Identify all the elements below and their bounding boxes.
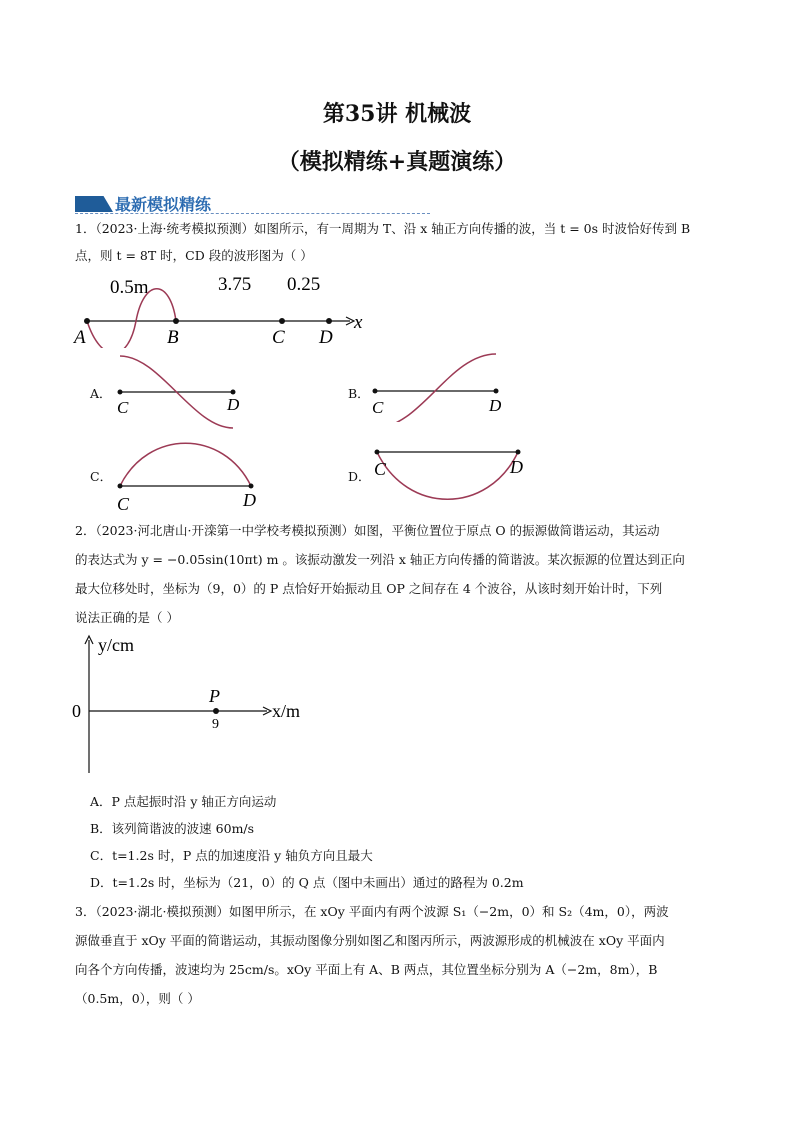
q2-xlabel: x/m [272, 701, 301, 721]
q1-value-1: 3.75 [218, 274, 252, 295]
q1-label-a: A [74, 327, 86, 348]
q1-option-a-figure [110, 352, 250, 430]
q1-option-c-d-dot [249, 484, 254, 489]
q1-option-d-wave [377, 452, 518, 499]
q1-main-figure [70, 268, 380, 348]
q1-length-label: 0.5m [110, 277, 149, 298]
page-title: 第35讲 机械波 [322, 101, 472, 127]
q1-option-c-wave [120, 443, 251, 486]
q2-line-3: 最大位移处时，坐标为（9，0）的 P 点恰好开始振动且 OP 之间存在 4 个波谷，从该时刻开始计时，下列 [75, 581, 663, 596]
q1-line-1: 1．（2023·上海·统考模拟预测）如图所示，有一周期为 T、沿 x 轴正方向传播的波，当 t = 0s 时波恰好传到 B [75, 221, 691, 236]
q1-option-a-c: C [117, 398, 129, 417]
q1-option-d-c-dot [375, 450, 380, 455]
section-marker-icon [75, 196, 113, 212]
q2-option-b: B．该列简谐波的波速 60m/s [90, 821, 255, 836]
q2-point-p [213, 708, 219, 714]
q1-option-a-c-dot [118, 390, 123, 395]
q2-line-1: 2．（2023·河北唐山·开滦第一中学校考模拟预测）如图，平衡位置位于原点 O 的振源做简谐运动，其运动 [75, 523, 660, 538]
q1-label-c: C [272, 327, 285, 348]
q2-line-4: 说法正确的是（ ） [75, 610, 179, 625]
q1-option-c-c-dot [118, 484, 123, 489]
q3-line-3: 向各个方向传播，波速均为 25cm/s。xOy 平面上有 A、B 两点，其位置坐标分别为 A（−2m，8m），B [75, 962, 658, 977]
q1-option-d-figure [365, 443, 540, 503]
q1-option-a-d-dot [231, 390, 236, 395]
q2-p-tick: 9 [212, 717, 219, 732]
q1-option-b-d: D [489, 396, 502, 415]
q1-option-a-d: D [227, 395, 240, 414]
page-subtitle: （模拟精练+真题演练） [277, 149, 517, 175]
q1-option-d-c: C [374, 459, 387, 479]
q1-option-c-figure [108, 433, 273, 513]
q1-point-a [84, 318, 90, 324]
q1-point-c [279, 318, 285, 324]
q2-line-2: 的表达式为 y = −0.05sin(10πt) m 。该振动激发一列沿 x 轴正方向传播的简谐波。某次振源的位置达到正向 [75, 552, 685, 567]
q1-option-c-c: C [117, 494, 130, 513]
q2-ylabel: y/cm [98, 635, 134, 655]
q2-figure [70, 630, 320, 780]
q1-option-a-label: A． [90, 386, 112, 401]
q2-option-d: D．t=1.2s 时，坐标为（21，0）的 Q 点（图中未画出）通过的路程为 0.2m [90, 875, 524, 890]
q2-option-a: A．P 点起振时沿 y 轴正方向运动 [90, 794, 277, 809]
q3-line-1: 3．（2023·湖北·模拟预测）如图甲所示，在 xOy 平面内有两个波源 S₁（−2m，0）和 S₂（4m，0），两波 [75, 904, 669, 919]
q1-label-d: D [319, 327, 333, 348]
q1-option-b-wave [375, 354, 496, 422]
q1-option-b-d-dot [494, 389, 499, 394]
q3-line-2: 源做垂直于 xOy 平面的简谐运动，其振动图像分别如图乙和图丙所示，两波源形成的机械波在 xOy 平面内 [75, 933, 665, 948]
q2-p-label: P [209, 686, 220, 706]
section-heading: 最新模拟精练 [115, 195, 212, 214]
q3-line-4: （0.5m，0），则（ ） [75, 991, 200, 1006]
q1-option-c-label: C． [90, 469, 113, 484]
q1-option-b-figure [365, 352, 505, 422]
q1-option-c-d: D [243, 490, 256, 510]
q2-option-c: C．t=1.2s 时，P 点的加速度沿 y 轴负方向且最大 [90, 848, 373, 863]
q1-label-b: B [167, 327, 179, 348]
q1-option-b-label: B． [348, 386, 370, 401]
q1-label-x: x [354, 312, 363, 333]
q1-option-b-c-dot [373, 389, 378, 394]
q2-origin-label: 0 [72, 701, 81, 721]
q1-point-b [173, 318, 179, 324]
q1-value-2: 0.25 [287, 274, 321, 295]
q1-option-d-d-dot [516, 450, 521, 455]
q1-line-2: 点，则 t = 8T 时，CD 段的波形图为（ ） [75, 248, 313, 263]
q1-option-b-c: C [372, 398, 384, 417]
q1-option-d-label: D． [348, 469, 371, 484]
q1-option-d-d: D [510, 457, 523, 477]
q1-point-d [326, 318, 332, 324]
